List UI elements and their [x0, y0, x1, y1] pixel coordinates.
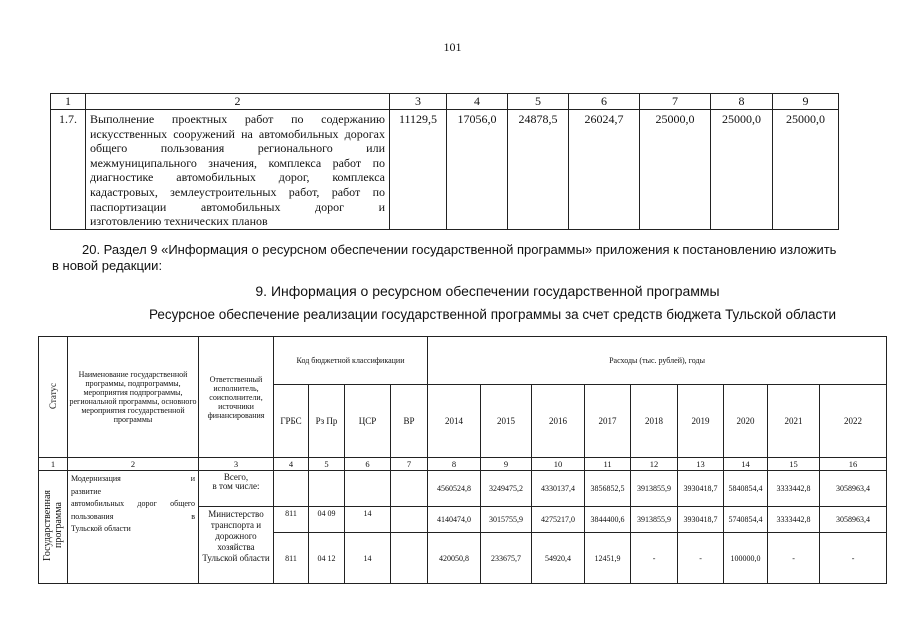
- resource-table: [38, 336, 887, 584]
- value-cell: 4560524,8: [428, 471, 481, 507]
- column-number: 7: [640, 94, 711, 110]
- value-cell: 25000,0: [711, 110, 773, 230]
- csr-cell: [345, 471, 391, 507]
- value-cell: 3856852,5: [585, 471, 631, 507]
- budget-classification-header: Код бюджетной классификации: [274, 337, 428, 385]
- program-name-line: развитие: [71, 486, 102, 496]
- value-cell: 5740854,4: [724, 507, 768, 533]
- value-cell: 3844400,6: [585, 507, 631, 533]
- value-cell: 5840854,4: [724, 471, 768, 507]
- description-line: дорогах общего пользования регионального или: [90, 126, 386, 156]
- page-number: 101: [443, 40, 462, 54]
- value-cell: -: [678, 533, 724, 584]
- column-number: 5: [508, 94, 569, 110]
- amendment-paragraph: [52, 242, 892, 274]
- column-number: 1: [51, 94, 86, 110]
- value-cell: 24878,5: [508, 110, 569, 230]
- value-cell: 3930418,7: [678, 471, 724, 507]
- table-header-row: [51, 94, 839, 110]
- responsible-cell: Всего, в том числе:: [199, 471, 274, 507]
- grbs-cell: 811: [274, 533, 309, 584]
- year-header: 2019: [678, 385, 724, 458]
- value-cell: 3333442,8: [768, 507, 820, 533]
- column-number: 13: [678, 458, 724, 471]
- column-number: 9: [773, 94, 839, 110]
- program-name-line: Модернизация и: [71, 474, 195, 483]
- status-value: Государственная программа: [42, 490, 64, 562]
- value-cell: 26024,7: [569, 110, 640, 230]
- value-cell: 420050,8: [428, 533, 481, 584]
- column-number: 16: [820, 458, 887, 471]
- column-number: 15: [768, 458, 820, 471]
- value-cell: -: [768, 533, 820, 584]
- program-name-line: общего пользования в: [71, 499, 195, 521]
- code-header: Рз Пр: [309, 385, 345, 458]
- description-line: кадастровых, землеустроительных работ, работ по: [90, 184, 385, 199]
- expenses-header: Расходы (тыс. рублей), годы: [428, 337, 887, 385]
- description-line: изготовлению технических планов: [90, 214, 268, 229]
- row-description: [86, 110, 390, 230]
- column-number: 7: [391, 458, 428, 471]
- name-header: Наименование государственной программы, подпрограммы, мероприятия подпрограммы, региональной программы, основного мероприятия государственной программы: [68, 337, 199, 458]
- column-number: 3: [390, 94, 447, 110]
- value-cell: 3058963,4: [820, 471, 887, 507]
- program-name-line: Тульской области: [71, 524, 131, 533]
- value-cell: 17056,0: [447, 110, 508, 230]
- value-cell: 11129,5: [390, 110, 447, 230]
- value-cell: 12451,9: [585, 533, 631, 584]
- column-number: 6: [569, 94, 640, 110]
- value-cell: -: [631, 533, 678, 584]
- column-number: 14: [724, 458, 768, 471]
- vr-cell: [391, 471, 428, 507]
- year-header: 2016: [532, 385, 585, 458]
- column-number: 4: [447, 94, 508, 110]
- column-number: 8: [711, 94, 773, 110]
- description-line: паспортизации автомобильных дорог и: [90, 199, 385, 214]
- value-cell: 25000,0: [640, 110, 711, 230]
- value-cell: 54920,4: [532, 533, 585, 584]
- grbs-cell: [274, 471, 309, 507]
- status-header-text: Статус: [47, 383, 58, 409]
- status-cell: [39, 471, 68, 584]
- column-number: 11: [585, 458, 631, 471]
- rzpr-cell: [309, 471, 345, 507]
- year-header: 2018: [631, 385, 678, 458]
- value-cell: 3015755,9: [481, 507, 532, 533]
- column-number: 8: [428, 458, 481, 471]
- value-cell: 3249475,2: [481, 471, 532, 507]
- column-number: 3: [199, 458, 274, 471]
- year-header: 2020: [724, 385, 768, 458]
- value-cell: 4330137,4: [532, 471, 585, 507]
- paragraph-line: в новой редакции:: [52, 258, 163, 273]
- column-number: 10: [532, 458, 585, 471]
- column-number: 2: [86, 94, 390, 110]
- rzpr-cell: 04 09: [309, 507, 345, 533]
- code-header: ГРБС: [274, 385, 309, 458]
- year-header: 2015: [481, 385, 532, 458]
- row-number: 1.7.: [51, 110, 86, 230]
- value-cell: -: [820, 533, 887, 584]
- column-number: 4: [274, 458, 309, 471]
- vr-cell: [391, 533, 428, 584]
- value-cell: 3913855,9: [631, 471, 678, 507]
- status-header: [39, 337, 68, 458]
- column-numbers-row: [39, 458, 887, 471]
- table-row: [51, 110, 839, 230]
- value-cell: 4275217,0: [532, 507, 585, 533]
- column-number: 2: [68, 458, 199, 471]
- program-name-cell: [68, 471, 199, 584]
- responsible-cell: Министерство транспорта и дорожного хозяйства Тульской области: [199, 507, 274, 584]
- value-cell: 3913855,9: [631, 507, 678, 533]
- value-cell: 3930418,7: [678, 507, 724, 533]
- csr-cell: 14: [345, 507, 391, 533]
- year-header: 2021: [768, 385, 820, 458]
- column-number: 9: [481, 458, 532, 471]
- responsible-header: Ответственный исполнитель, соисполнители, источники финансирования: [199, 337, 274, 458]
- table-row: [39, 471, 887, 507]
- project-works-table: [50, 93, 839, 230]
- grbs-cell: 811: [274, 507, 309, 533]
- code-header: ЦСР: [345, 385, 391, 458]
- year-header: 2022: [820, 385, 887, 458]
- vr-cell: [391, 507, 428, 533]
- section-title: 9. Информация о ресурсном обеспечении государственной программы: [255, 283, 720, 299]
- year-header: 2014: [428, 385, 481, 458]
- description-line: диагностике автомобильных дорог, комплекса: [90, 170, 385, 185]
- description-line: межмуниципального значения, комплекса работ по: [90, 155, 385, 170]
- column-number: 1: [39, 458, 68, 471]
- value-cell: 3333442,8: [768, 471, 820, 507]
- value-cell: 25000,0: [773, 110, 839, 230]
- rzpr-cell: 04 12: [309, 533, 345, 584]
- table-subtitle: Ресурсное обеспечение реализации государственной программы за счет средств бюджета Тульской области: [148, 307, 837, 322]
- value-cell: 233675,7: [481, 533, 532, 584]
- description-line: искусственных сооружений на автомобильных: [90, 126, 339, 141]
- code-header: ВР: [391, 385, 428, 458]
- value-cell: 100000,0: [724, 533, 768, 584]
- description-line: Выполнение проектных работ по содержанию: [90, 112, 385, 126]
- value-cell: 4140474,0: [428, 507, 481, 533]
- column-number: 5: [309, 458, 345, 471]
- column-number: 6: [345, 458, 391, 471]
- paragraph-line: 20. Раздел 9 «Информация о ресурсном обеспечении государственной программы» приложения к постановлению изложить: [82, 242, 837, 257]
- column-number: 12: [631, 458, 678, 471]
- value-cell: 3058963,4: [820, 507, 887, 533]
- year-header: 2017: [585, 385, 631, 458]
- program-name-line: автомобильных дорог: [71, 499, 157, 508]
- csr-cell: 14: [345, 533, 391, 584]
